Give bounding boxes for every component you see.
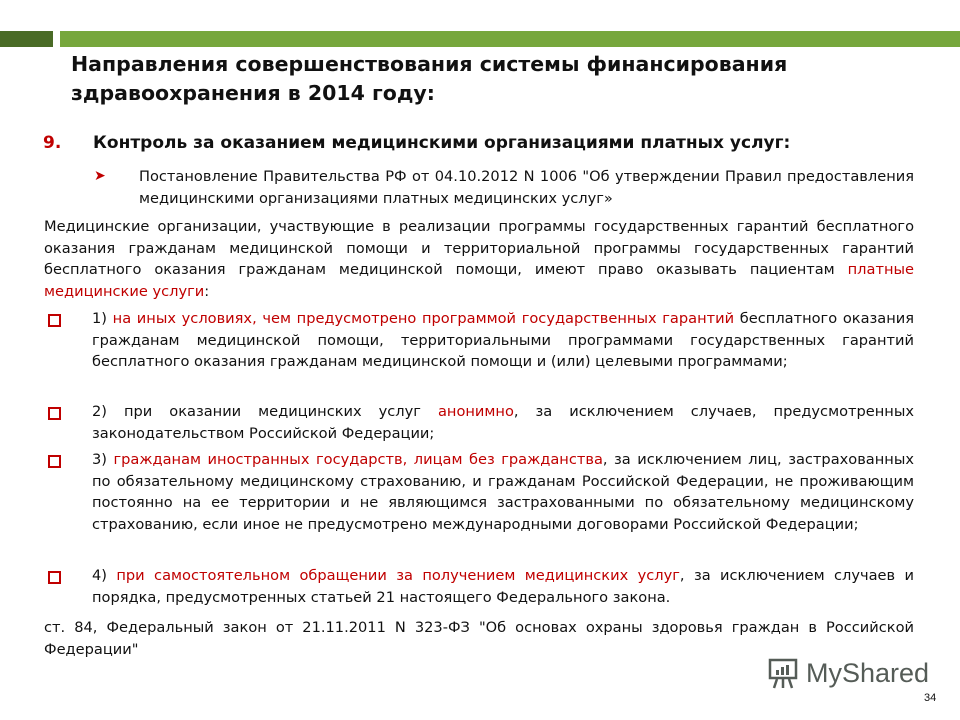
list-item: 3) гражданам иностранных государств, лицам без гражданства, за исключением лиц, застрахованных по обязательному медицинскому страхованию, и гражданам Российской Федерации, не проживающим постоянно на ее территории и не являющимся застрахованными по обязательному медицинскому страхованию, если иное не предусмотрено международными договорами Российской Федерации; — [92, 451, 914, 534]
myshared-logo — [766, 656, 929, 690]
checkbox-bullet-icon — [48, 455, 61, 468]
header-bar-dark — [0, 31, 53, 47]
page-number: 34 — [924, 692, 937, 704]
decree-text: Постановление Правительства РФ от 04.10.2012 N 1006 "Об утверждении Правил предоставления медицинскими организациями платных медицинских услуг» — [139, 168, 914, 207]
checkbox-bullet-icon — [48, 407, 61, 420]
logo-text: MyShared — [806, 657, 930, 688]
header-bar-light — [60, 31, 960, 47]
list-item: 1) на иных условиях, чем предусмотрено программой государственных гарантий бесплатного оказания гражданам медицинской помощи, территориальными программами государственных гарантий бесплатного оказания гражданам медицинской помощи и (или) целевыми программами; — [92, 310, 915, 371]
intro-paragraph — [44, 216, 914, 303]
intro-colon: : — [204, 283, 210, 301]
checkbox-bullet-icon — [48, 314, 61, 327]
intro-highlight: платные медицинские услуги — [44, 261, 914, 301]
section-number: 9. — [43, 133, 62, 153]
arrow-bullet-icon: ➤ — [94, 168, 106, 184]
list-item: 4) при самостоятельном обращении за получением медицинских услуг, за исключением случаев и порядка, предусмотренных статьей 21 настоящего Федерального закона. — [92, 567, 914, 606]
slide-title: Направления совершенствования системы финансирования здравоохранения в 2014 году: — [71, 52, 788, 105]
section-heading: Контроль за оказанием медицинскими организациями платных услуг: — [93, 133, 791, 153]
presentation-board-icon — [766, 656, 800, 690]
checkbox-bullet-icon — [48, 571, 61, 584]
intro-text: Медицинские организации, участвующие в реализации программы государственных гарантий бесплатного оказания гражданам медицинской помощи и территориальной программы государственных гарантий бесплатного оказания гражданам медицинской помощи, имеют право оказывать пациентам — [44, 218, 914, 279]
list-item: 2) при оказании медицинских услуг анонимно, за исключением случаев, предусмотренных законодательством Российской Федерации; — [92, 403, 914, 442]
source-reference: ст. 84, Федеральный закон от 21.11.2011 N 323-ФЗ "Об основах охраны здоровья граждан в Российской Федерации" — [44, 619, 914, 658]
